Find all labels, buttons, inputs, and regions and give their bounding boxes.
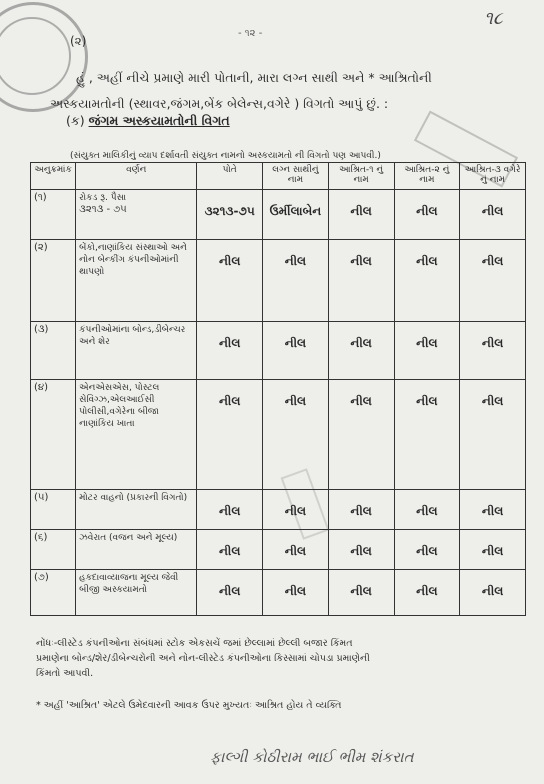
header-description: વર્ણન <box>76 163 197 190</box>
row-description: કંપનીઓમાંના બોન્ડ,ડીબેન્ચર અને શેર <box>76 322 197 380</box>
cell-dependent-1: નીલ <box>328 570 394 616</box>
cell-spouse: નીલ <box>263 570 329 616</box>
row-number: (૬) <box>31 530 76 570</box>
row-number: (૩) <box>31 322 76 380</box>
cell-dependent-3: નીલ <box>460 570 526 616</box>
row-description: મોટર વાહનો (પ્રકારની વિગતો) <box>76 490 197 530</box>
cell-dependent-3: નીલ <box>460 380 526 490</box>
cell-dependent-1: નીલ <box>328 322 394 380</box>
footnote-line-3: કિંમતો આપવી. <box>36 668 94 679</box>
row-description: હકદાવાવ્યાજના મૂલ્ય જેવી બીજી અસ્કયામતો <box>76 570 197 616</box>
row-description <box>76 190 197 240</box>
cell-self: ૩૨૧૩-૭૫ <box>197 190 263 240</box>
row-number: (૨) <box>31 240 76 322</box>
movable-assets-table <box>30 162 526 616</box>
row-number: (૫) <box>31 490 76 530</box>
header-spouse: લગ્ન સાથીનું નામ <box>263 163 329 190</box>
row-description: બેંકો,નાણાંકિય સંસ્થાઓ અને નોન બેન્કીંગ કંપનીઓમાંની થાપણો <box>76 240 197 322</box>
cell-dependent-3: નીલ <box>460 190 526 240</box>
cell-dependent-2: નીલ <box>394 530 460 570</box>
cell-dependent-3: નીલ <box>460 530 526 570</box>
row-number: (૧) <box>31 190 76 240</box>
table-row <box>31 530 526 570</box>
intro-line-1: હું , અહીં નીચે પ્રમાણે મારી પોતાની, મારા લગ્ન સાથી અને * આશ્રિતોની <box>76 70 432 85</box>
cell-dependent-3: નીલ <box>460 322 526 380</box>
footnote-line-1: નોંધઃ-લીસ્ટેડ કંપનીઓના સંબંધમાં સ્ટોક એકસચેં જમાં છેલ્લામાં છેલ્લી બજાર કિંમત <box>36 638 353 649</box>
cell-dependent-2: નીલ <box>394 490 460 530</box>
table-row <box>31 322 526 380</box>
cell-spouse: નીલ <box>263 490 329 530</box>
table-note: (સંયુક્ત માલિકીનું વ્યાપ દર્શાવતી સંયુક્ત નામનો અસ્કયામતો ની વિગતો પણ આપવી.) <box>70 151 381 161</box>
intro-line-2: અસ્કયામતોની (સ્થાવર,જંગમ,બેંક બેલેન્સ,વગેરે ) વિગતો આપું છું. : <box>50 96 389 111</box>
cell-spouse: નીલ <box>263 240 329 322</box>
cell-spouse: નીલ <box>263 322 329 380</box>
cell-dependent-3: નીલ <box>460 240 526 322</box>
sub-heading-text: જંગમ અસ્કયામતોની વિગત <box>88 113 230 128</box>
cell-self: નીલ <box>197 490 263 530</box>
cell-spouse: નીલ <box>263 380 329 490</box>
section-number: (૨) <box>70 34 87 48</box>
sub-heading-prefix: (ક) <box>66 113 89 128</box>
cell-dependent-2: નીલ <box>394 380 460 490</box>
cash-label: રોકડ રૂ. પૈસા <box>79 193 127 203</box>
header-serial: અનુક્રમાંક <box>31 163 76 190</box>
cell-dependent-3: નીલ <box>460 490 526 530</box>
header-dependent-1: આશ્રિત-૧ નું નામ <box>328 163 394 190</box>
cell-dependent-2: નીલ <box>394 190 460 240</box>
table-row <box>31 570 526 616</box>
header-dependent-3: આશ્રિત-૩ વગેરે નું નામ <box>460 163 526 190</box>
cell-dependent-1: નીલ <box>328 240 394 322</box>
handwritten-signature: ફાલ્ગી કોઠીરામ ભાઈ ભીમ શંકરાત <box>210 748 414 766</box>
row-description: એનએસએસ, પોસ્ટલ સેવિંગ્ઝ,એલઆઈસી પોલીસી,વગેરેના બીજા નાણાંકિય ખાતા <box>76 380 197 490</box>
valuation-footnote <box>36 636 370 681</box>
cell-self: નીલ <box>197 380 263 490</box>
header-self: પોતે <box>197 163 263 190</box>
row-description: ઝવેરાત (વજન અને મૂલ્ય) <box>76 530 197 570</box>
row-number: (૭) <box>31 570 76 616</box>
cell-dependent-1: નીલ <box>328 530 394 570</box>
table-row <box>31 380 526 490</box>
table-row <box>31 240 526 322</box>
sub-heading <box>66 113 230 129</box>
cell-dependent-1: નીલ <box>328 380 394 490</box>
cash-amount: ૩૨૧૩ - ૭૫ <box>79 204 127 215</box>
cell-dependent-2: નીલ <box>394 570 460 616</box>
page-number: - ૧૨ - <box>238 28 263 39</box>
cell-spouse: નીલ <box>263 530 329 570</box>
cell-self: નીલ <box>197 322 263 380</box>
cell-self: નીલ <box>197 570 263 616</box>
cell-spouse: ઉર્મીલાબેન <box>263 190 329 240</box>
cell-dependent-1: નીલ <box>328 190 394 240</box>
footnote-line-2: પ્રમાણેના બોન્ડ/શેર/ડીબેન્ચરોની અને નોન-લીસ્ટેડ કંપનીઓના કિસ્સામાં ચોપડા પ્રમાણેની <box>36 653 370 664</box>
header-dependent-2: આશ્રિત-૨ નું નામ <box>394 163 460 190</box>
cell-dependent-2: નીલ <box>394 322 460 380</box>
cell-self: નીલ <box>197 240 263 322</box>
table-header-row <box>31 163 526 190</box>
table-row <box>31 490 526 530</box>
cell-dependent-2: નીલ <box>394 240 460 322</box>
cell-dependent-1: નીલ <box>328 490 394 530</box>
cell-self: નીલ <box>197 530 263 570</box>
handwritten-page-mark: ૧૮ <box>484 8 503 29</box>
table-row <box>31 190 526 240</box>
dependent-definition-note: * અહીં 'આશ્રિત' એટલે ઉમેદવારની આવક ઉપર મુખ્યતઃ આશ્રિત હોય તે વ્યક્તિ <box>36 700 342 711</box>
row-number: (૪) <box>31 380 76 490</box>
